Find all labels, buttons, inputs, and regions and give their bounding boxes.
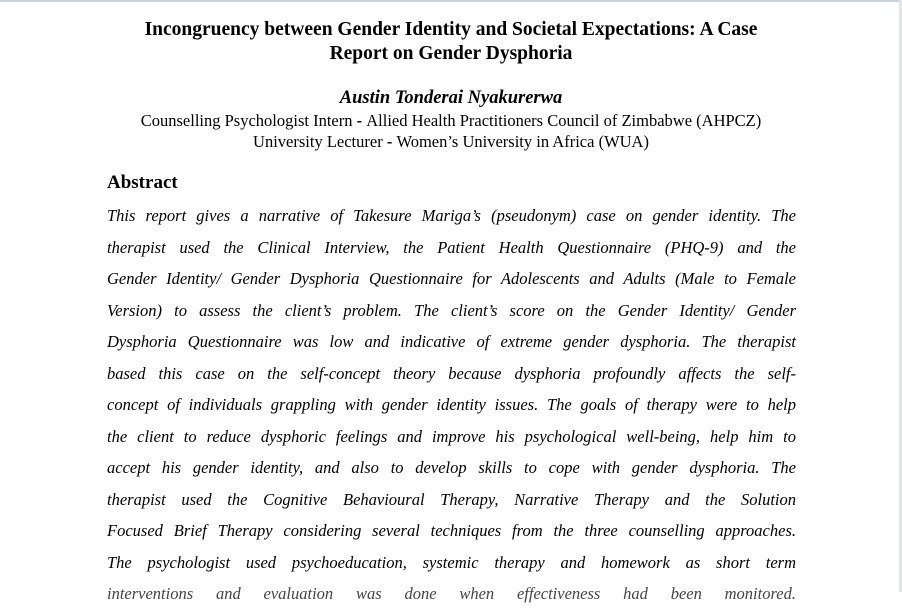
affiliation-1 — [0, 111, 902, 131]
abstract-line: therapist used the Cognitive Behavioural Therapy, Narrative Therapy and the Solution — [107, 489, 796, 509]
abstract-line: The psychologist used psychoeducation, systemic therapy and homework as short term — [107, 552, 796, 572]
paper-title-line-1: Incongruency between Gender Identity and Societal Expectations: A Case — [144, 19, 758, 40]
affiliation-1-org: Allied Health Practitioners Council of Zimbabwe (AHPCZ) — [366, 111, 762, 130]
paper-title-line-2: Report on Gender Dysphoria — [329, 43, 573, 64]
abstract-body — [107, 200, 796, 603]
affiliation-2-separator: - — [382, 132, 397, 151]
affiliation-1-separator: - — [352, 111, 367, 130]
abstract-line: This report gives a narrative of Takesure Mariga’s (pseudonym) case on gender identity. The — [107, 206, 796, 225]
abstract-line: Focused Brief Therapy considering several techniques from the three counselling approaches. — [107, 521, 796, 540]
abstract-line: Version) to assess the client’s problem. The client’s score on the Gender Identity/ Gender — [107, 300, 796, 320]
affiliation-1-role: Counselling Psychologist Intern — [140, 111, 353, 130]
abstract-heading: Abstract — [107, 172, 178, 193]
abstract-line: therapist used the Clinical Interview, the Patient Health Questionnaire (PHQ-9) and the — [107, 237, 796, 257]
author-name: Austin Tonderai Nyakurerwa — [339, 88, 563, 108]
abstract-line-cut-off: interventions and evaluation was done when effectiveness had been monitored. — [107, 584, 796, 603]
abstract-line: concept of individuals grappling with gender identity issues. The goals of therapy were to help — [107, 395, 796, 414]
affiliation-2-org: Women’s University in Africa (WUA) — [396, 132, 649, 151]
abstract-line: accept his gender identity, and also to develop skills to cope with gender dysphoria. The — [107, 458, 796, 477]
paper-title — [0, 18, 902, 66]
abstract-line: Gender Identity/ Gender Dysphoria Questionnaire for Adolescents and Adults (Male to Female — [107, 269, 796, 288]
affiliation-2-role: University Lecturer — [253, 132, 383, 151]
abstract-line: based this case on the self-concept theory because dysphoria profoundly affects the self- — [107, 363, 796, 383]
abstract-line: Dysphoria Questionnaire was low and indicative of extreme gender dysphoria. The therapist — [107, 332, 796, 351]
affiliation-2 — [0, 132, 902, 152]
abstract-line: the client to reduce dysphoric feelings and improve his psychological well-being, help him to — [107, 426, 796, 446]
